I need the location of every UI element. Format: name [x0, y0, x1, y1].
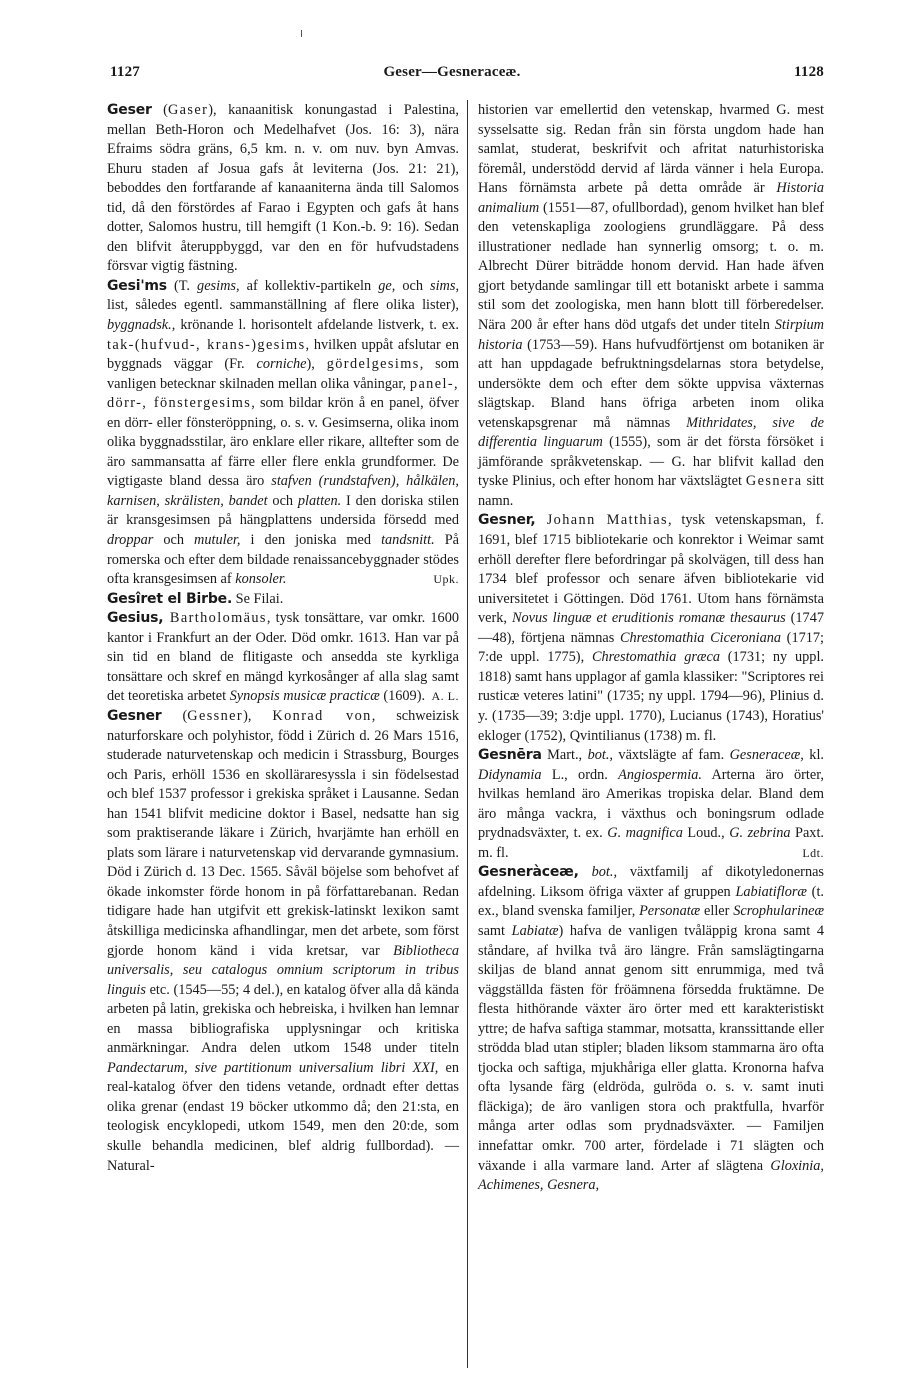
spaced-term: tak-(hufvud-, krans-)gesims [107, 336, 306, 353]
entry-text: (1747—48), förtjena nämnas [478, 610, 824, 646]
entry-text: (1753—59). Hans hufvudförtjenst om botaniken är att han uppdagade befruktningsdelarnas stora betydelse, undersökte dem och efter dem sökte uppvisa växternas slägtskap. Bland hans öfriga arbeten inom olika vetenskapsgrenar må nämnas [478, 336, 824, 431]
entry-text: list, således egentl. sammanställning af flere olika lister), [107, 297, 459, 314]
entry-text: af kollektiv-partikeln [239, 277, 379, 294]
entry-text: (1555), som är det första försöket i jämförande språkvetenskap. — G. har blifvit kallad den tyske Plinius, och efter honom har växtslägtet [478, 434, 824, 490]
entry-text: Loud., [682, 825, 730, 842]
printer-mark [301, 30, 302, 37]
italic-term: ge, [378, 277, 396, 294]
entry-text: (1731; ny uppl. 1818) samt hans upplagor af gamla klassiker: "Scriptores rei rusticæ veteres latini" (1735; ny uppl. 1794—96), Plinius d. y. (1735—39; 3:dje uppl. 1770), Lucianus (1743), Horatius' ekloger (1752), Qvintilianus (1738) m. fl. [478, 649, 824, 744]
italic-term: konsoler. [235, 571, 287, 588]
italic-term: gesims, [197, 277, 240, 294]
italic-term: droppar [107, 532, 154, 549]
italic-term: Chrestomathia græca [591, 649, 720, 666]
entry-text: , schweizisk naturforskare och polyhistor, född i Zürich d. 26 Mars 1516, studerade naturvetenskap och medicin i Strassburg, Bourges och Paris, erhöll 1536 en skolläraresyssla i sin födelsestad och blef 1537 professor i grekiska språket i Lausanne. Sedan han 1541 blifvit medicine doktor i Basel, nedsatte han sig som praktiserande läkare i Zürich, hvarjämte han erhöll en plats som lärare i naturvetenskap vid dervarande gymnasium. Död i Zürich d. 13 Dec. 1565. Såväl böjelse som behofvet af ökade inkomster förde honom in på författarebanan. Redan tidigare hade han utgifvit ett grekisk-latinskt lexikon samt åtskilliga medicinska afhandlingar, men det arbete, som först gjorde honom känd i vida kretsar, var [107, 707, 459, 959]
entry-text: och [267, 492, 298, 509]
italic-term: sims, [430, 277, 460, 294]
italic-term: Stirpium historia [478, 317, 824, 353]
entry-gesner-konrad-continued [478, 101, 824, 511]
spaced-term: panel-, dörr-, fönstergesims [107, 375, 459, 412]
entry-text: etc. (1545—55; 4 del.), en katalog öfver alla då kända arbeten på latin, grekiska och hebreiska, i hvilken han lemnar en massa bibliografiska upplysningar och kritiska anmärkningar. Andra delen utkom 1548 under titeln [107, 981, 459, 1057]
entry-gesiret [107, 590, 459, 610]
headword: Gesius, [107, 610, 164, 627]
entry-text: Mart., [541, 747, 588, 764]
entry-text: ), [243, 707, 273, 724]
author-signature: Ldt. [802, 845, 824, 860]
page-number-left: 1127 [110, 64, 140, 80]
entry-text: (1551—87, ofullbordad), genom hvilket han blef den vetenskapliga zoologiens grundläggare. På dess illustrationer nedlade han synnerlig omsorg; t. o. m. Albrecht Dürer biträdde honom dervid. Han hade äfven gjort betydande samlingar till ett botaniskt arbete i samma stil som det zoologiska, men hann blott till förberedelser. Nära 200 år efter hans död utgafs det under titeln [478, 199, 824, 334]
headword: Gesîret el Birbe. [107, 590, 233, 607]
entry-text: Se Filai. [232, 590, 284, 607]
entry-text: ( [161, 707, 188, 724]
headword: Gesi'ms [107, 277, 167, 294]
entry-text: en real-katalog öfver den tidens vetande, ordnadt efter dettas olika grenar (endast 19 böcker utkommo då; den 21:sta, en teologisk encyklopedi, utkom 1549, men den 20:de, som skulle behandla medicinen, blef aldrig fullbordad). — Natural- [107, 1059, 459, 1174]
italic-term: Personatæ [639, 903, 701, 920]
entry-text: sitt namn. [478, 473, 824, 509]
headword: Gesner [107, 707, 162, 724]
italic-term: byggnadsk., [107, 317, 176, 334]
entry-text: , hvilken uppåt afslutar en byggnads väggar (Fr. [107, 336, 459, 373]
italic-term: Historia animalium [478, 180, 824, 216]
right-column [478, 101, 824, 1196]
entry-gesims [107, 277, 459, 590]
running-head: Geser—Gesneraceæ. [383, 64, 521, 80]
entry-gesius [107, 609, 459, 707]
entry-gesneraceae [478, 863, 824, 1195]
entry-text: , tysk tonsättare, var omkr. 1600 kantor i Frankfurt an der Oder. Död omkr. 1613. Han var på sin tid en bland de flitigaste och ansedda ste kyrkliga tonsättare och skref en mängd kyrkosånger af alla slag samt det teoretiska arbetet [107, 610, 459, 705]
entry-text: , som vanligen betecknar skilnaden mellan olika våningar, [107, 356, 459, 392]
italic-term: Chrestomathia Ciceroniana [619, 629, 782, 646]
page-number-right: 1128 [794, 64, 824, 80]
italic-term: Angiospermia. [618, 766, 702, 783]
author-signature: Upk. [433, 572, 459, 587]
entry-text: och [395, 277, 431, 294]
entry-text: samt [478, 922, 512, 939]
spaced-name: Konrad von [272, 707, 372, 724]
entry-text: (1717; 7:de uppl. 1775), [478, 629, 825, 666]
entry-text: ( [151, 102, 168, 118]
entry-text [579, 864, 592, 880]
entry-text: (T. [166, 277, 198, 294]
entry-text: historien var emellertid den vetenskap, hvarmed G. mest sysselsatte sig. Redan från sin första ungdom hade han samlat, studerat, beskrifvit och afritat naturhistoriska föremål, understödd dervid af lärda vänner i hela Europa. Hans förnämsta arbete på detta område är [478, 102, 824, 197]
italic-term: Labiatifloræ [735, 883, 807, 900]
entry-text: Paxt. m. fl. [478, 825, 824, 861]
italic-term: Scrophularineæ [733, 903, 825, 920]
italic-term: corniche [256, 356, 307, 373]
headword: Geser [107, 102, 152, 118]
italic-term: Didynamia [478, 766, 542, 783]
italic-term: Gesneraceæ, [729, 747, 804, 764]
italic-term: G. magnifica [607, 825, 683, 842]
left-column [107, 101, 459, 1176]
entry-text: ), kanaanitisk konungastad i Palestina, mellan Beth-Horon och Medelhafvet (Jos. 16: 3), nära Efraims södra gräns, 6,5 km. n. v. om nuv. byn Amvas. Ehuru staden af Josua gafs åt leviterna (Jos. 21: 21), beboddes den fortfarande af kanaaniterna ända till Salomos tid, då den förstördes af Farao i Egypten och gafs åt hans dotter, Salomos hustru, till hemgift (1 Kon.-b. 9: 16). Sedan den blifvit återuppbyggd, var den en för hufvudstadens försvar vigtig fästning. [107, 102, 459, 275]
italic-term: stafven (rundstafven), hålkälen, karnisen, skrälisten, bandet [107, 473, 459, 509]
entry-text: Arterna äro örter, hvilkas hemland äro Amerikas tropiska delar. Bland dem äro många vackra, i växthus och boningsrum odlade prydnadsväxter, t. ex. [478, 766, 825, 842]
entry-text: krönande l. horisontelt afdelande listverk, t. ex. [175, 317, 459, 334]
entry-text: ), [306, 356, 327, 373]
spaced-term: gördelgesims [326, 356, 420, 373]
headword: Gesnēra [478, 747, 542, 764]
italic-term: Pandectarum, sive partitionum universalium libri XXI, [107, 1059, 439, 1076]
column-divider [467, 100, 468, 1368]
italic-term: G. zebrina [729, 825, 791, 842]
spaced-name: Bartholomäus [163, 610, 267, 627]
italic-term: Novus linguæ et eruditionis romanæ thesaurus [511, 610, 786, 627]
entry-gesnera [478, 746, 824, 863]
italic-term: platten. [297, 492, 342, 509]
italic-term: tandsnitt. [381, 532, 435, 549]
entry-geser [107, 101, 459, 277]
spaced-name: Gesnera [745, 473, 803, 490]
entry-text: , som bildar krön å en panel, öfver en dörr- eller fönsteröppning, o. s. v. Gesimserna, olika inom olika byggnadsstilar, äro enklare eller rikare, alltefter som de äro sammansatta af färre eller flere enkla grundformer. De vigtigaste bland dessa äro [107, 395, 459, 490]
entry-text: och [153, 532, 195, 549]
entry-text: (t. ex., bland svenska familjer, [478, 883, 824, 920]
italic-term: bot., [587, 747, 613, 764]
entry-text: På romerska och efter dem bildade renaissancebyggnader stödes ofta kransgesimsen af [107, 532, 459, 588]
entry-text: växtslägte af fam. [612, 747, 730, 764]
italic-term: Synopsis musicæ practicæ [229, 688, 380, 705]
headword: Gesner, [478, 512, 536, 529]
italic-term: Gloxinia, Achimenes, Gesnera, [478, 1157, 824, 1194]
italic-term: mutuler, [194, 532, 241, 549]
italic-term: Bibliotheca universalis, seu catalogus omnium scriptorum in tribus linguis [107, 942, 459, 998]
entry-text: I den doriska stilen är kransgesimsen på hängplattens undersida försedd med [107, 492, 460, 529]
italic-term: Mithridates, sive de differentia linguarum [478, 414, 824, 451]
entry-text: kl. [803, 747, 824, 764]
entry-text: (1609). [379, 688, 426, 705]
entry-text: i den joniska med [240, 532, 382, 549]
italic-term: Labiatæ [511, 922, 559, 939]
entry-gesner-konrad [107, 707, 459, 1176]
spaced-name: Gaser [167, 102, 209, 118]
entry-text: , tysk vetenskapsman, f. 1691, blef 1715 bibliotekarie och konrektor i Weimar samt erhöll derefter flere befordringar på skolvägen, till dess han 1734 blef professor och senare äfven bibliotekarie vid universitetet i Göttingen. Död 1761. Utom hans förnämsta verk, [478, 512, 824, 627]
author-signature: A. L. [431, 689, 459, 704]
entry-text: växtfamilj af dikotyledonernas afdelning. Liksom öfriga växter af gruppen [478, 864, 824, 900]
entry-text: eller [700, 903, 734, 920]
headword: Gesneràceæ, [478, 864, 579, 881]
entry-gesner-johann [478, 511, 824, 746]
spaced-name: Johann Matthias [535, 512, 669, 529]
entry-text: ) hafva de vanligen tvåläppig krona samt 4 ståndare, af hvilka två äro längre. Från samslägtingarna skiljas de bland annat genom sitt enrummiga, med två väggställda fästen för fröämnena försedda fruktämne. De flesta hithörande växter äro örter med ett karakteristiskt yttre; de hafva saftiga stammar, motsatta, kranssittande eller strödda blad utan stipler; bladen liksom stammarna äro ofta tjocka och saftiga, mjukhåriga eller glatta. Kronorna hafva ofta lysande färg (eldröda, gulröda o. s. v. samt inuti fläckiga); de äro vanligen stora och praktfulla, hvarför många arter odlas som prydnadsväxter. — Familjen innefattar omkr. 700 arter, fördelade i 71 slägten och växande i alla varmare land. Arter af slägtena [478, 922, 824, 1174]
entry-text: L., ordn. [541, 766, 619, 783]
italic-term: bot., [591, 864, 618, 881]
spaced-name: Gessner [187, 707, 244, 724]
